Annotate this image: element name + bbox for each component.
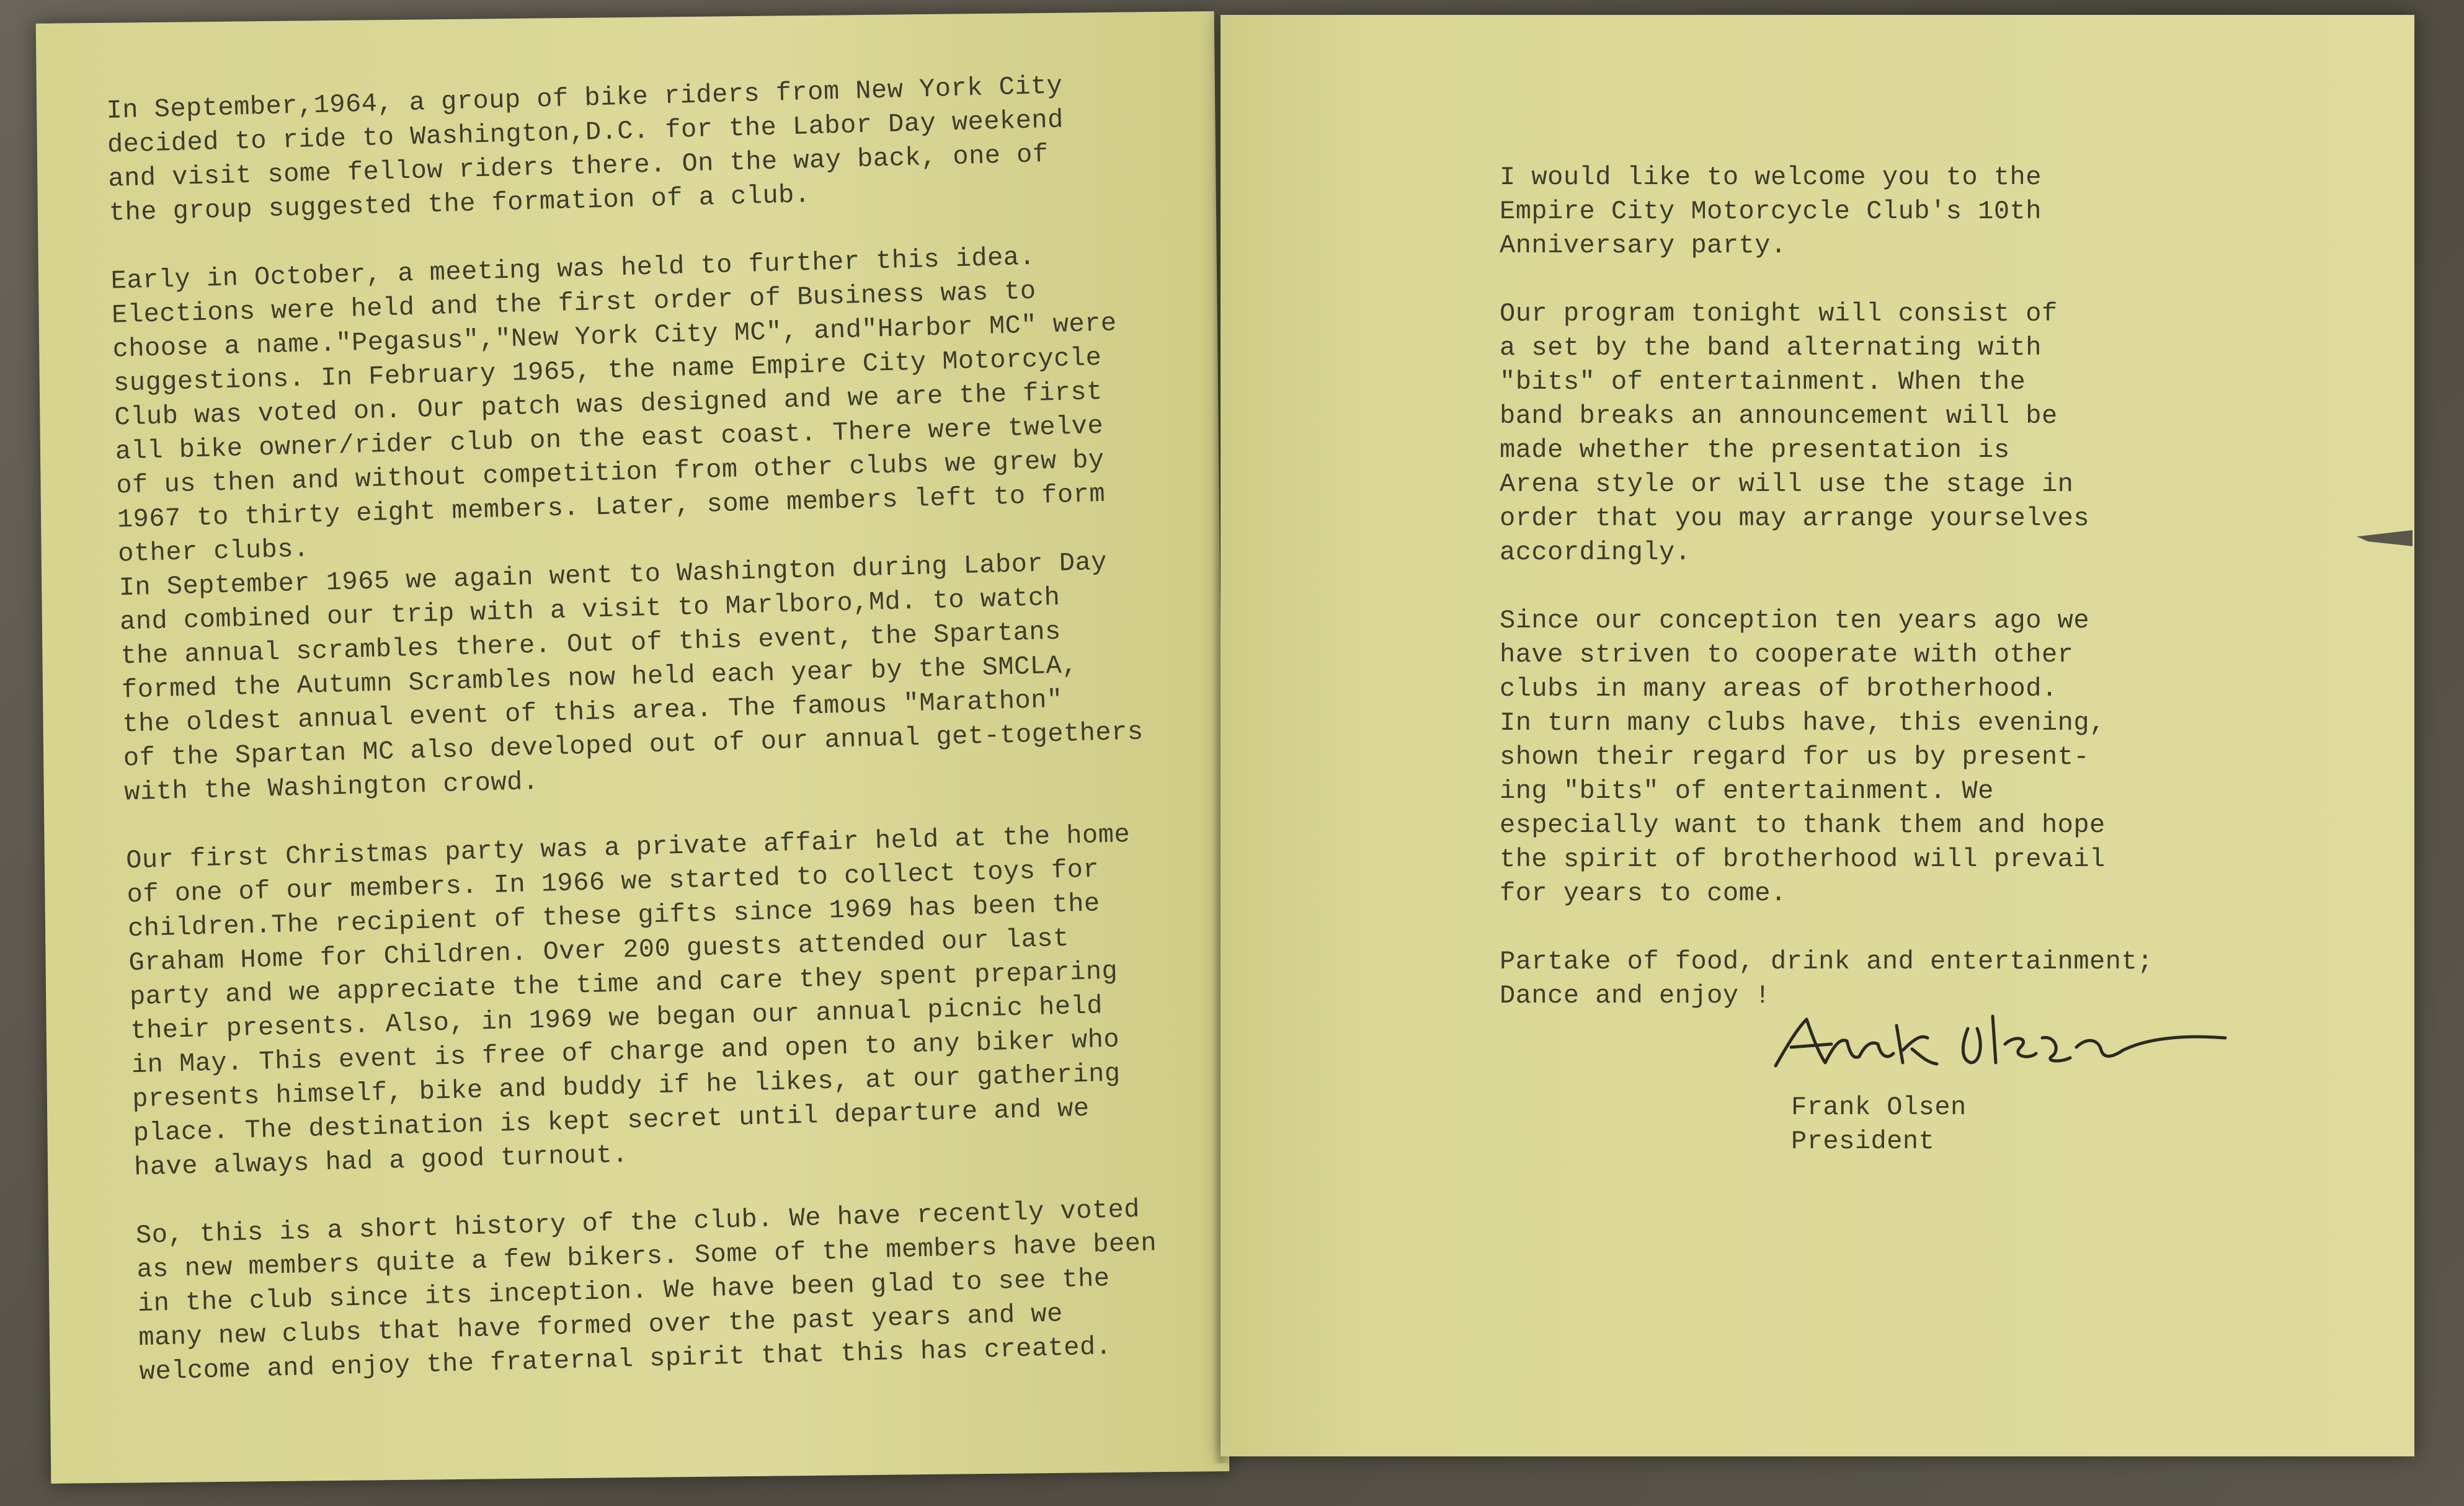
paragraph-spacer [1500,263,2153,297]
brotherhood-paragraph: Since our conception ten years ago we have striven to cooperate with other clubs in many areas of brotherhood. In turn many clubs have, this evening, shown their regard for us by present- ing "bits" of entertainment. We especially want to thank them and hope the spirit of brotherhood will prevail for years to come. [1500,606,2106,908]
paragraph-spacer [1500,570,2153,604]
right-page [1221,15,2414,1456]
left-page [36,11,1230,1484]
paragraph-spacer [1500,911,2153,945]
signatory-title: President [1791,1127,1935,1156]
signature-scribble-icon [1763,1001,2235,1081]
handwritten-signature [1763,1001,2235,1081]
right-page-text [1500,161,2153,1013]
history-paragraph-4: So, this is a short history of the club. We have recently voted as new members quite a few bikers. Some of the members have been in the club since its inception. We have been glad to see the many new clubs that have formed over the past years and we welcome and enjoy the fraternal spirit that this has created. [135,1194,1157,1388]
left-page-text [106,68,1160,1389]
history-paragraph-3: Our first Christmas party was a private affair held at the home of one of our members. In 1966 we started to collect toys for children.The recipient of these gifts since 1969 has been the Graham Home for Children. Over 200 guests attended our last party and we appreciate the time and care they spent preparing their presents. Also, in 1969 we began our annual picnic held in May. This event is free of charge and open to any biker who presents himself, bike and buddy if he likes, at our gathering place. The destination is kept secret until departure and we have always had a good turnout. [125,820,1131,1183]
history-paragraph-2: Early in October, a meeting was held to further this idea. Elections were held and the first order of Business was to choose a name."Pegasus","New York City MC", and"Harbor MC" were suggestions. In February 1965, the name Empire City Motorcycle Club was voted on. Our patch was designed and we are the first all bike owner/rider club on the east coast. There were twelve of us then and without competition from other clubs we grew by 1967 to thirty eight members. Later, some members left to form other clubs. In September 1965 we again went to Washington during Labor Day and combined our trip with a visit to Marlboro,Md. to watch the annual scrambles there. Out of this event, the Spartans formed the Autumn Scrambles now held each year by the SMCLA, the oldest annual event of this area. The famous "Marathon" of the Spartan MC also developed out of our annual get-togethers with the Washington crowd. [110,242,1144,808]
history-paragraph-1: In September,1964, a group of bike riders from New York City decided to ride to Washington,D.C. for the Labor Day weekend and visit some fellow riders there. On the way back, one of the group suggested the formation of a club. [105,71,1064,228]
program-paragraph: Our program tonight will consist of a set by the band alternating with "bits" of entertainment. When the band breaks an announcement will be made whether the presentation is Arena style or will use the stage in order that you may arrange yourselves accordingly. [1500,299,2090,567]
signatory-name: Frank Olsen [1791,1092,1967,1122]
welcome-paragraph: I would like to welcome you to the Empire City Motorcycle Club's 10th Anniversary party. [1500,162,2042,260]
closing-paragraph: Partake of food, drink and entertainment; Dance and enjoy ! [1500,947,2153,1011]
